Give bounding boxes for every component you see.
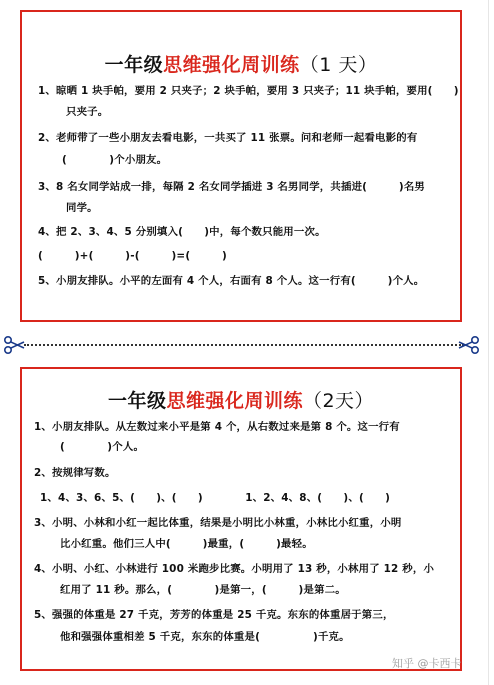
question-2-line-1: 2、按规律写数。	[34, 467, 116, 479]
question-1-line-2: ( )个人。	[60, 441, 145, 453]
title-day: （2天）	[302, 390, 375, 412]
cut-line-row	[0, 335, 494, 355]
title-grade: 一年级	[104, 54, 164, 76]
question-4-line-2: ( )+( )-( )=( )	[38, 250, 228, 262]
question-1-line-2: 只夹子。	[66, 106, 109, 118]
question-3-line-2: 同学。	[66, 202, 98, 214]
question-4-line-1: 4、把 2、3、4、5 分别填入( )中，每个数只能用一次。	[38, 226, 326, 238]
question-5-line-1: 5、小朋友排队。小平的左面有 4 个人，右面有 8 个人。这一行有( )个人。	[38, 275, 425, 287]
question-1-line-1: 1、晾晒 1 块手帕，要用 2 只夹子；2 块手帕，要用 3 只夹子；11 块手帕，要用( )	[38, 85, 459, 97]
worksheet-day-2	[20, 367, 462, 671]
question-2-line-1: 2、老师带了一些小朋友去看电影，一共买了 11 张票。问和老师一起看电影的有	[38, 132, 418, 144]
title-day: （1 天）	[299, 54, 378, 76]
watermark: 知乎 @卡西卡	[392, 657, 462, 670]
question-3-line-2: 比小红重。他们三人中( )最重，( )最轻。	[60, 538, 313, 550]
title-topic: 思维强化周训练	[163, 54, 300, 76]
question-5-line-1: 5、强强的体重是 27 千克，芳芳的体重是 25 千克。东东的体重居于第三，	[34, 609, 394, 621]
title-topic: 思维强化周训练	[166, 390, 303, 412]
worksheet-day-1	[20, 10, 462, 322]
question-5-line-2: 他和强强体重相差 5 千克，东东的体重是( )千克。	[60, 631, 350, 643]
question-3-line-1: 3、8 名女同学站成一排，每隔 2 名女同学插进 3 名男同学，共插进( )名男	[38, 181, 426, 193]
question-1-line-1: 1、小朋友排队。从左数过来小平是第 4 个，从右数过来是第 8 个。这一行有	[34, 421, 400, 433]
question-2-line-2: ( )个小朋友。	[62, 154, 168, 166]
worksheet-title	[22, 50, 460, 77]
question-3-line-1: 3、小明、小林和小红一起比体重，结果是小明比小林重，小林比小红重，小明	[34, 517, 402, 529]
title-grade: 一年级	[107, 390, 167, 412]
question-2-line-2: 1、4、3、6、5、( )、( ) 1、2、4、8、( )、( )	[40, 492, 391, 504]
scissors-icon	[458, 335, 480, 355]
question-4-line-1: 4、小明、小红、小林进行 100 米跑步比赛。小明用了 13 秒，小林用了 12 秒，小	[34, 563, 435, 575]
worksheet-title	[22, 386, 460, 413]
question-4-line-2: 红用了 11 秒。那么，( )是第一，( )是第二。	[60, 584, 346, 596]
dotted-cut-line	[24, 344, 464, 346]
scissors-icon	[3, 335, 25, 355]
